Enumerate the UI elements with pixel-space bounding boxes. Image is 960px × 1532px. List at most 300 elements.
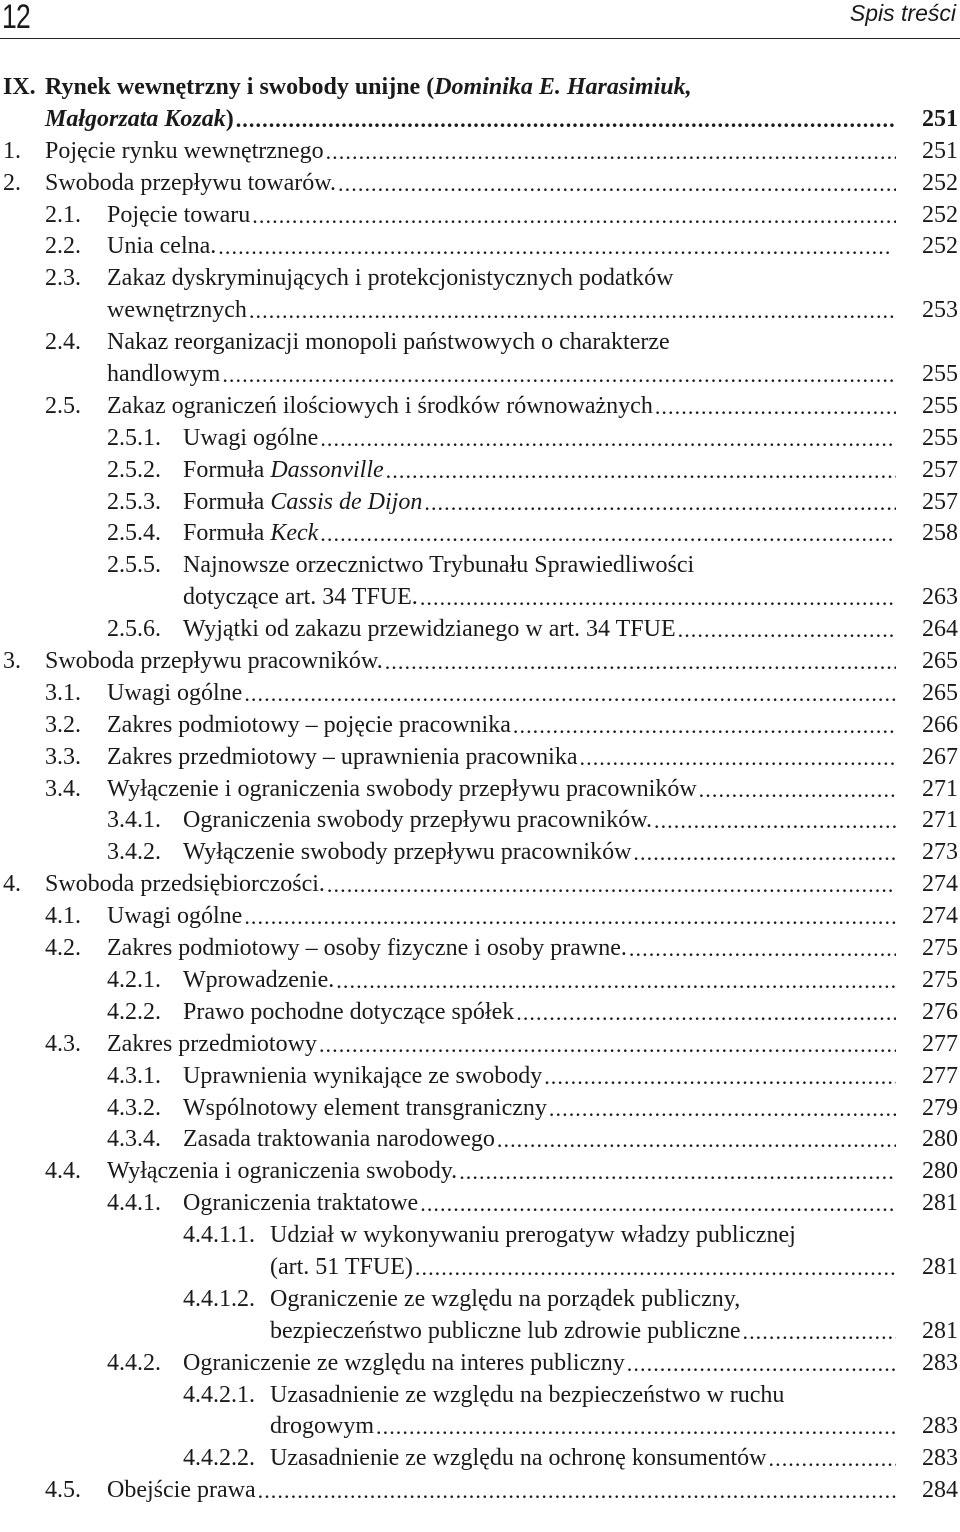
toc-entry-page: 265 (922, 679, 958, 706)
toc-entry-title-row (183, 965, 896, 997)
toc-entry-page: 283 (922, 1349, 958, 1376)
toc-entry-title (270, 1284, 740, 1316)
toc-entry-title-row (107, 295, 896, 327)
toc-entry-title-row (45, 104, 896, 136)
toc-entry-title (183, 997, 514, 1029)
toc-entry-title-text: Najnowsze orzecznictwo Trybunału Sprawiedliwości (183, 552, 695, 579)
toc-entry-number: 4.4.1. (107, 1190, 161, 1217)
toc-entry-number: 4.1. (45, 903, 81, 930)
toc-entry-title-text: Wyłączenia i ograniczenia swobody. (107, 1158, 458, 1185)
toc-entry-title-row (183, 1188, 896, 1220)
toc-entry-title (107, 742, 578, 774)
toc-entry-number: 4.3.1. (107, 1062, 161, 1089)
toc-entry-title (107, 327, 670, 359)
toc-entry-number: 4.4.2.1. (183, 1381, 255, 1408)
toc-entry (0, 200, 960, 232)
toc-entry-title (107, 295, 247, 327)
dot-leader (216, 231, 896, 263)
toc-entry-title (183, 837, 631, 869)
toc-entry-title-text: Ograniczenia swobody przepływu pracowników. (183, 807, 652, 834)
toc-entry-title (270, 1411, 374, 1443)
toc-entry-title (107, 1475, 256, 1507)
dot-leader (418, 582, 896, 614)
dot-leader (625, 1348, 896, 1380)
toc-entry-title-row (107, 1156, 896, 1188)
toc-entry-number: 4.3.2. (107, 1094, 161, 1121)
toc-entry-page: 255 (922, 424, 958, 451)
toc-entry-number: 3.2. (45, 711, 81, 738)
toc-entry-title (183, 518, 318, 550)
toc-entry-title (45, 104, 234, 136)
toc-entry-title-text: Zakaz dyskryminujących i protekcjonistycznych podatków (107, 265, 674, 292)
toc-entry-title (270, 1380, 784, 1412)
page-header (0, 0, 960, 39)
dot-leader (247, 295, 896, 327)
toc-entry-number: 1. (3, 137, 21, 164)
toc-entry-title-text: Wyłączenie i ograniczenia swobody przepływu pracowników (107, 775, 697, 802)
toc-entry (0, 518, 960, 550)
toc-entry-title-row (107, 678, 896, 710)
toc-entry-title-row (107, 1475, 896, 1507)
toc-entry (0, 1029, 960, 1061)
toc-entry-title (107, 774, 697, 806)
toc-entry-title-row (183, 1348, 896, 1380)
toc-entry-title-text: Swoboda przepływu towarów. (45, 169, 337, 196)
toc-entry (0, 1061, 960, 1093)
toc-entry-title-text: Wspólnotowy element transgraniczny (183, 1094, 547, 1121)
toc-entry-title-row (107, 231, 896, 263)
dot-leader (418, 1188, 896, 1220)
toc-entry (0, 1093, 960, 1125)
toc-entry-title-row (270, 1252, 896, 1284)
toc-entry (0, 487, 960, 519)
toc-entry (0, 1475, 960, 1507)
toc-entry (0, 550, 960, 582)
dot-leader (767, 1443, 897, 1475)
toc-entry-title-text: Udział w wykonywaniu prerogatyw władzy publicznej (270, 1222, 796, 1249)
toc-entry-title-text: Unia celna. (107, 233, 217, 260)
toc-entry-page: 273 (922, 839, 958, 866)
toc-entry-title-italic: Dassonville (270, 456, 384, 483)
toc-entry-title (45, 72, 692, 104)
toc-entry-page: 283 (922, 1413, 958, 1440)
toc-entry-title-row (183, 1061, 896, 1093)
toc-entry (0, 1443, 960, 1475)
dot-leader (256, 1475, 896, 1507)
toc-entry (0, 710, 960, 742)
toc-entry-number: 4.4.2.2. (183, 1445, 255, 1472)
toc-entry (0, 391, 960, 423)
toc-entry-page: 276 (922, 998, 958, 1025)
toc-entry-title-row (270, 1380, 784, 1412)
toc-entry-page: 257 (922, 488, 958, 515)
toc-entry-title-row (45, 869, 896, 901)
toc-entry (0, 837, 960, 869)
toc-entry-title-text: Wprowadzenie. (183, 966, 335, 993)
toc-entry-title-text: Pojęcie towaru (107, 201, 251, 228)
toc-entry-number: 4.4.1.2. (183, 1285, 255, 1312)
dot-leader (234, 104, 896, 136)
toc-entry-title-text: Uprawnienia wynikające ze swobody (183, 1062, 543, 1089)
toc-entry-title-row (183, 837, 896, 869)
toc-entry-page: 271 (922, 775, 958, 802)
toc-entry-title-row (183, 614, 896, 646)
toc-entry (0, 1156, 960, 1188)
toc-entry-title-italic: Małgorzata Kozak (45, 105, 226, 132)
dot-leader (242, 901, 896, 933)
page-number: 12 (2, 0, 30, 36)
dot-leader (631, 837, 896, 869)
toc-entry-title-row (45, 136, 896, 168)
toc-entry-page: 279 (922, 1094, 958, 1121)
toc-entry-title (107, 359, 220, 391)
toc-entry-page: 274 (922, 903, 958, 930)
toc-entry-number: 2.5. (45, 392, 81, 419)
toc-entry-number: 2.4. (45, 329, 81, 356)
toc-entry-title (107, 678, 242, 710)
dot-leader (413, 1252, 896, 1284)
toc-entry (0, 1380, 960, 1412)
dot-leader (318, 518, 896, 550)
toc-entry-title-text: Nakaz reorganizacji monopoli państwowych o charakterze (107, 329, 670, 356)
dot-leader (457, 1156, 896, 1188)
toc-entry-title (183, 805, 652, 837)
toc-entry-number: 2.2. (45, 233, 81, 260)
toc-entry-number: 4.5. (45, 1477, 81, 1504)
toc-entry (0, 1411, 960, 1443)
toc-entry-page: 267 (922, 743, 958, 770)
toc-entry-page: 251 (922, 137, 958, 164)
toc-entry-title-text: Wyłączenie swobody przepływu pracowników (183, 839, 632, 866)
toc-entry (0, 295, 960, 327)
toc-entry-page: 281 (922, 1190, 958, 1217)
dot-leader (374, 1411, 896, 1443)
toc-entry-number: 4.4. (45, 1158, 81, 1185)
toc-entry (0, 327, 960, 359)
toc-entry-title-text: Ograniczenia traktatowe (183, 1190, 419, 1217)
toc-entry-title-text: Uwagi ogólne (107, 679, 243, 706)
toc-entry-page: 277 (922, 1030, 958, 1057)
dot-leader (653, 391, 896, 423)
dot-leader (511, 710, 896, 742)
toc-entry-title-text: Pojęcie rynku wewnętrznego (45, 137, 324, 164)
toc-entry-title (107, 710, 511, 742)
toc-entry-page: 274 (922, 871, 958, 898)
toc-entry (0, 678, 960, 710)
dot-leader (242, 678, 896, 710)
toc-entry-title-text: Prawo pochodne dotyczące spółek (183, 998, 515, 1025)
toc-entry-number: 4.3. (45, 1030, 81, 1057)
toc-entry-title (45, 136, 324, 168)
toc-entry-number: 2.5.4. (107, 520, 161, 547)
toc-entry-title (183, 455, 384, 487)
toc-entry-title-text: Rynek wewnętrzny i swobody unijne ( (45, 74, 435, 100)
toc-entry-title-text: Formuła (183, 520, 271, 547)
dot-leader (383, 646, 896, 678)
toc-entry-title-row (183, 1093, 896, 1125)
toc-entry-number: 4.3.4. (107, 1126, 161, 1153)
toc-entry (0, 582, 960, 614)
toc-entry-page: 253 (922, 297, 958, 324)
toc-entry-title-row (45, 72, 692, 104)
toc-entry-title (270, 1252, 413, 1284)
toc-entry-title (183, 1124, 495, 1156)
toc-entry-title (183, 423, 318, 455)
dot-leader (542, 1061, 896, 1093)
toc-entry (0, 104, 960, 136)
toc-entry-title-row (107, 933, 896, 965)
toc-entry-title (183, 1093, 547, 1125)
toc-entry-title-italic: Keck (270, 520, 319, 547)
toc-entry-page: 281 (922, 1317, 958, 1344)
toc-entry (0, 455, 960, 487)
toc-entry-number: 4.2.1. (107, 966, 161, 993)
table-of-contents (0, 72, 960, 1507)
toc-entry-title-row (45, 168, 896, 200)
toc-entry (0, 1220, 960, 1252)
toc-entry-title-text: Uwagi ogólne (183, 424, 319, 451)
toc-entry (0, 1348, 960, 1380)
toc-entry-title (107, 263, 674, 295)
toc-entry-number: IX. (3, 74, 36, 100)
toc-entry-title (183, 550, 694, 582)
dot-leader (336, 168, 896, 200)
toc-entry-number: 2. (3, 169, 21, 196)
toc-entry-title (45, 168, 336, 200)
toc-entry-page: 252 (922, 233, 958, 260)
toc-entry (0, 965, 960, 997)
toc-entry-title-row (183, 423, 896, 455)
toc-entry-title-text: Zakaz ograniczeń ilościowych i środków równoważnych (107, 392, 653, 419)
toc-entry-title-suffix: ) (225, 105, 234, 132)
toc-entry-title-text: wewnętrznych (107, 297, 247, 324)
toc-entry-number: 2.5.2. (107, 456, 161, 483)
toc-entry-title-row (270, 1411, 896, 1443)
toc-entry-number: 2.5.1. (107, 424, 161, 451)
toc-entry-title (270, 1316, 740, 1348)
toc-entry (0, 742, 960, 774)
toc-entry-page: 251 (922, 105, 958, 132)
running-title: Spis treści (849, 0, 956, 26)
dot-leader (324, 136, 896, 168)
toc-entry-title-row (183, 1124, 896, 1156)
toc-entry-title (270, 1220, 796, 1252)
dot-leader (578, 742, 897, 774)
toc-entry-title-row (107, 1029, 896, 1061)
toc-entry-page: 280 (922, 1158, 958, 1185)
toc-entry-number: 2.5.6. (107, 616, 161, 643)
toc-entry-number: 3.4.1. (107, 807, 161, 834)
toc-entry (0, 933, 960, 965)
toc-entry-title (183, 965, 334, 997)
toc-entry-title-text: Zasada traktowania narodowego (183, 1126, 495, 1153)
toc-entry-number: 2.5.5. (107, 552, 161, 579)
toc-entry-title-row (270, 1443, 896, 1475)
dot-leader (317, 1029, 896, 1061)
toc-entry-title (183, 1061, 542, 1093)
toc-entry (0, 1124, 960, 1156)
toc-entry-title-row (107, 391, 896, 423)
toc-entry-title (270, 1443, 767, 1475)
toc-entry (0, 805, 960, 837)
toc-entry (0, 869, 960, 901)
dot-leader (318, 423, 896, 455)
toc-entry-title-text: Obejście prawa (107, 1477, 256, 1504)
toc-entry-number: 3. (3, 648, 21, 675)
toc-entry (0, 901, 960, 933)
dot-leader (220, 359, 896, 391)
toc-entry-number: 4.4.2. (107, 1349, 161, 1376)
toc-entry (0, 1284, 960, 1316)
toc-entry-title-row (107, 200, 896, 232)
toc-entry-page: 263 (922, 584, 958, 611)
toc-entry (0, 423, 960, 455)
toc-entry-title (107, 933, 627, 965)
toc-entry-title-row (183, 487, 896, 519)
dot-leader (514, 997, 896, 1029)
toc-entry (0, 1188, 960, 1220)
toc-entry (0, 774, 960, 806)
toc-entry (0, 1316, 960, 1348)
toc-entry-number: 4.4.1.1. (183, 1222, 255, 1249)
toc-entry-page: 265 (922, 648, 958, 675)
toc-entry-number: 3.4.2. (107, 839, 161, 866)
toc-entry-page: 284 (922, 1477, 958, 1504)
toc-entry-title (107, 1029, 317, 1061)
toc-entry-page: 264 (922, 616, 958, 643)
toc-entry-title-row (45, 646, 896, 678)
toc-entry-title-row (107, 327, 670, 359)
toc-entry-title-row (183, 997, 896, 1029)
toc-entry (0, 72, 960, 104)
toc-entry-title-text: Swoboda przepływu pracowników. (45, 648, 383, 675)
toc-entry-number: 2.1. (45, 201, 81, 228)
toc-entry-page: 258 (922, 520, 958, 547)
toc-entry-title-text: Formuła (183, 456, 271, 483)
toc-entry (0, 263, 960, 295)
toc-entry-page: 281 (922, 1253, 958, 1280)
toc-entry (0, 359, 960, 391)
toc-entry-title-row (183, 455, 896, 487)
toc-entry-title-row (107, 774, 896, 806)
toc-entry (0, 136, 960, 168)
toc-entry-page: 266 (922, 711, 958, 738)
toc-entry-title (183, 582, 418, 614)
toc-entry-title-row (107, 742, 896, 774)
toc-entry-title-text: Wyjątki od zakazu przewidzianego w art. 34 TFUE (183, 616, 676, 643)
dot-leader (740, 1316, 896, 1348)
toc-entry-title (183, 614, 676, 646)
toc-entry (0, 646, 960, 678)
toc-entry-title-row (107, 901, 896, 933)
toc-entry-title-text: Zakres przedmiotowy (107, 1030, 317, 1057)
toc-entry-page: 252 (922, 201, 958, 228)
toc-entry-title-text: dotyczące art. 34 TFUE. (183, 584, 418, 611)
dot-leader (627, 933, 896, 965)
toc-entry-title (107, 901, 242, 933)
toc-entry (0, 168, 960, 200)
toc-entry-page: 257 (922, 456, 958, 483)
toc-entry-title-text: Uwagi ogólne (107, 903, 243, 930)
toc-entry-page: 280 (922, 1126, 958, 1153)
toc-entry-title-text: bezpieczeństwo publiczne lub zdrowie publiczne (270, 1317, 741, 1344)
toc-entry-title-row (107, 359, 896, 391)
dot-leader (384, 455, 896, 487)
toc-entry-title-row (183, 582, 896, 614)
dot-leader (325, 869, 896, 901)
toc-entry-title (107, 1156, 457, 1188)
toc-entry-title-italic: Dominika E. Harasimiuk, (434, 74, 692, 100)
toc-entry-title-text: (art. 51 TFUE) (270, 1253, 413, 1280)
dot-leader (495, 1124, 896, 1156)
toc-entry-number: 2.3. (45, 265, 81, 292)
toc-entry-page: 252 (922, 169, 958, 196)
toc-entry-page: 255 (922, 361, 958, 388)
toc-entry-page: 275 (922, 966, 958, 993)
toc-entry (0, 1252, 960, 1284)
toc-entry-title-text: Zakres podmiotowy – osoby fizyczne i osoby prawne. (107, 935, 627, 962)
toc-entry-title-text: drogowym (270, 1413, 374, 1440)
toc-entry-title (183, 1188, 418, 1220)
dot-leader (547, 1093, 896, 1125)
toc-entry-page: 275 (922, 935, 958, 962)
toc-entry-page: 271 (922, 807, 958, 834)
toc-entry-title-row (270, 1316, 896, 1348)
toc-entry-page: 283 (922, 1445, 958, 1472)
toc-entry-title-row (270, 1284, 740, 1316)
toc-entry-title-row (183, 550, 694, 582)
toc-entry-number: 2.5.3. (107, 488, 161, 515)
toc-entry-title-row (183, 805, 896, 837)
toc-entry-title-row (270, 1220, 796, 1252)
toc-entry-title-text: Uzasadnienie ze względu na ochronę konsumentów (270, 1445, 767, 1472)
toc-entry-title-row (107, 263, 674, 295)
toc-entry-number: 3.4. (45, 775, 81, 802)
toc-entry (0, 231, 960, 263)
dot-leader (652, 805, 896, 837)
dot-leader (422, 487, 896, 519)
toc-entry-title (183, 487, 422, 519)
toc-entry-title (107, 231, 216, 263)
toc-entry-title (45, 646, 383, 678)
toc-entry-title-text: Uzasadnienie ze względu na bezpieczeństwo w ruchu (270, 1381, 785, 1408)
toc-entry (0, 997, 960, 1029)
toc-entry-title-row (107, 710, 896, 742)
dot-leader (676, 614, 896, 646)
dot-leader (334, 965, 896, 997)
toc-entry-number: 4.2.2. (107, 998, 161, 1025)
toc-entry-number: 3.1. (45, 679, 81, 706)
toc-entry-title-text: Ograniczenie ze względu na interes publiczny (183, 1349, 625, 1376)
toc-entry-title-italic: Cassis de Dijon (270, 488, 423, 515)
toc-entry-page: 255 (922, 392, 958, 419)
toc-entry-title-text: Zakres podmiotowy – pojęcie pracownika (107, 711, 511, 738)
dot-leader (697, 774, 896, 806)
toc-entry-title (45, 869, 325, 901)
toc-entry-number: 4.2. (45, 935, 81, 962)
toc-entry (0, 614, 960, 646)
toc-entry-title (107, 200, 250, 232)
toc-entry-number: 4. (3, 871, 21, 898)
toc-entry-title (107, 391, 653, 423)
toc-entry-page: 277 (922, 1062, 958, 1089)
toc-entry-title-text: Zakres przedmiotowy – uprawnienia pracownika (107, 743, 578, 770)
toc-entry-number: 3.3. (45, 743, 81, 770)
toc-entry-title-text: Swoboda przedsiębiorczości. (45, 871, 325, 898)
dot-leader (250, 200, 896, 232)
toc-entry-title-text: Formuła (183, 488, 271, 515)
toc-entry-title-row (183, 518, 896, 550)
